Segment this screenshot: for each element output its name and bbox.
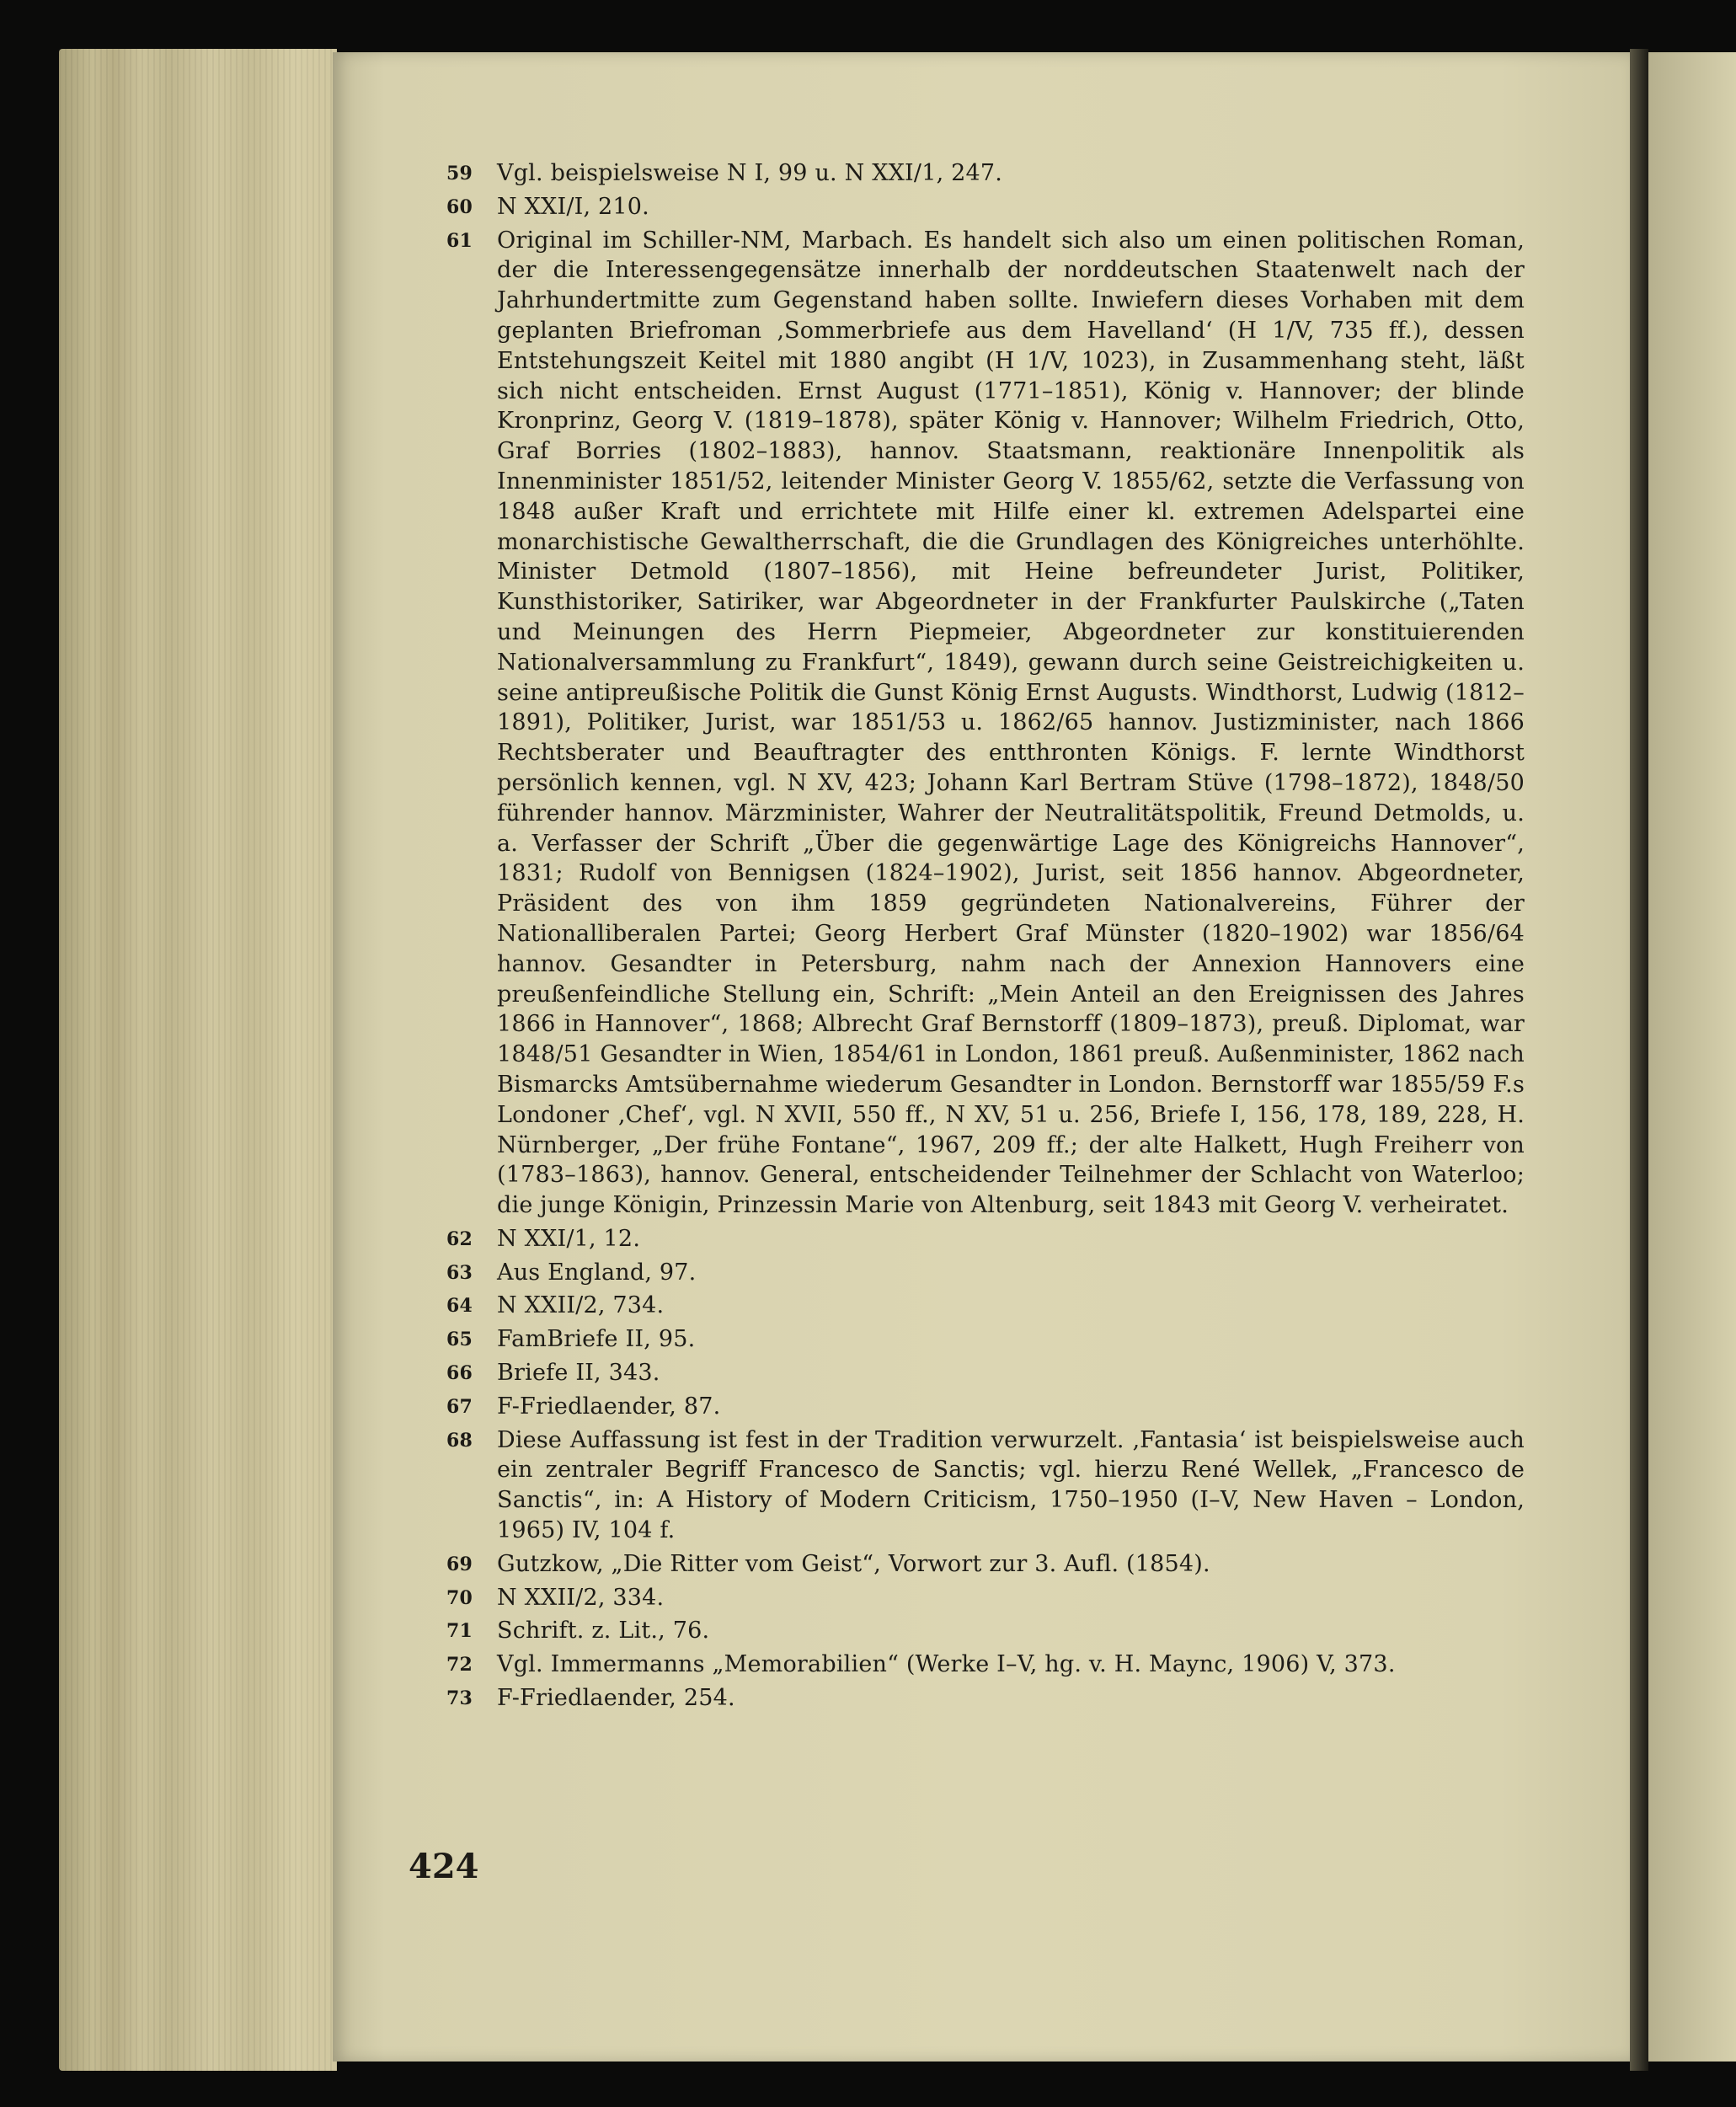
footnote-text: Briefe II, 343. [497, 1360, 660, 1387]
next-page-edge [1648, 52, 1736, 2062]
footnote [446, 1258, 1525, 1288]
footnote [446, 192, 1525, 222]
footnote-number: 68 [446, 1429, 473, 1452]
footnote-text: N XXI/1, 12. [497, 1225, 641, 1252]
footnote-text: N XXII/2, 734. [497, 1292, 665, 1319]
footnote [446, 1549, 1525, 1580]
footnote [446, 1324, 1525, 1355]
footnote-text: Diese Auffassung ist fest in der Tradition verwurzelt. ‚Fantasia‘ ist beispielsweise auch ein zentraler Begriff Francesco de Sanctis; vgl. hierzu René Wellek, „Francesco de Sanctis“, in: A History of Modern Criticism, 1750–1950 (I–V, New Haven – London, 1965) IV, 104 f. [497, 1426, 1525, 1544]
footnote-text: FamBriefe II, 95. [497, 1326, 696, 1353]
footnote-text: F-Friedlaender, 254. [497, 1685, 735, 1712]
footnote-number: 73 [446, 1687, 473, 1710]
footnote [446, 1392, 1525, 1422]
footnote-number: 69 [446, 1553, 473, 1575]
footnote-number: 61 [446, 229, 473, 252]
footnote-list [446, 158, 1525, 1714]
footnote-number: 67 [446, 1395, 473, 1418]
footnote-text: N XXII/2, 334. [497, 1584, 665, 1611]
footnote-text: Gutzkow, „Die Ritter vom Geist“, Vorwort zur 3. Aufl. (1854). [497, 1550, 1210, 1577]
footnote-number: 59 [446, 163, 473, 184]
footnote-number: 60 [446, 195, 473, 218]
footnote-text: Aus England, 97. [497, 1259, 697, 1286]
footnote-text: Vgl. Immermanns „Memorabilien“ (Werke I–V, hg. v. H. Maync, 1906) V, 373. [497, 1651, 1396, 1678]
footnote [446, 1683, 1525, 1714]
footnote [446, 1616, 1525, 1646]
footnote-text: Vgl. beispielsweise N I, 99 u. N XXI/1, 247. [497, 160, 1003, 186]
footnote-text: N XXI/I, 210. [497, 193, 649, 220]
footnote-text: Schrift. z. Lit., 76. [497, 1618, 710, 1644]
footnote [446, 226, 1525, 1221]
page-number: 424 [409, 1847, 479, 1886]
footnote [446, 158, 1525, 189]
footnote [446, 1583, 1525, 1613]
footnote-number: 66 [446, 1362, 473, 1385]
footnote [446, 1358, 1525, 1388]
footnote [446, 1650, 1525, 1680]
page-edges [59, 49, 337, 2071]
footnote-number: 63 [446, 1261, 473, 1284]
footnote [446, 1425, 1525, 1546]
footnote-number: 71 [446, 1620, 473, 1643]
footnote-number: 70 [446, 1586, 473, 1609]
footnote-number: 65 [446, 1329, 473, 1351]
footnote-number: 62 [446, 1227, 473, 1250]
footnote-text: F-Friedlaender, 87. [497, 1393, 721, 1420]
footnote-number: 64 [446, 1295, 473, 1318]
book-gutter [1630, 49, 1648, 2071]
footnote-text: Original im Schiller-NM, Marbach. Es handelt sich also um einen politischen Roman, der die Interessengegensätze innerhalb der norddeutschen Staatenwelt nach der Jahrhundertmitte zum Gegenstand haben sollte. Inwiefern dieses Vorhaben mit dem geplanten Briefroman ‚Sommerbriefe aus dem Havelland‘ (H 1/V, 735 ff.), dessen Entstehungszeit Keitel mit 1880 angibt (H 1/V, 1023), in Zusammenhang steht, läßt sich nicht entscheiden. Ernst August (1771–1851), König v. Hannover; der blinde Kronprinz, Georg V. (1819–1878), später König v. Hannover; Wilhelm Friedrich, Otto, Graf Borries (1802–1883), hannov. Staatsmann, reaktionäre Innenpolitik als Innenminister 1851/52, leitender Minister Georg V. 1855/62, setzte die Verfassung von 1848 außer Kraft und errichtete mit Hilfe einer kl. extremen Adelspartei eine monarchistische Gewaltherrschaft, die die Grundlagen des Königreiches unterhöhlte. Minister Detmold (1807–1856), mit Heine befreundeter Jurist, Politiker, Kunsthistoriker, Satiriker, war Abgeordneter in der Frankfurter Paulskirche („Taten und Meinungen des Herrn Piepmeier, Abgeordneter zur konstituierenden Nationalversammlung zu Frankfurt“, 1849), gewann durch seine Geistreichigkeiten u. seine antipreußische Politik die Gunst König Ernst Augusts. Windthorst, Ludwig (1812–1891), Politiker, Jurist, war 1851/53 u. 1862/65 hannov. Justizminister, nach 1866 Rechtsberater und Beauftragter des entthronten Königs. F. lernte Windthorst persönlich kennen, vgl. N XV, 423; Johann Karl Bertram Stüve (1798–1872), 1848/50 führender hannov. Märzminister, Wahrer der Neutralitätspolitik, Freund Detmolds, u. a. Verfasser der Schrift „Über die gegenwärtige Lage des Königreichs Hannover“, 1831; Rudolf von Bennigsen (1824–1902), Jurist, seit 1856 hannov. Abgeordneter, Präsident des von ihm 1859 gegründeten Nationalvereins, Führer der Nationalliberalen Partei; Georg Herbert Graf Münster (1820–1902) war 1856/64 hannov. Gesandter in Petersburg, nahm nach der Annexion Hannovers eine preußenfeindliche Stellung ein, Schrift: „Mein Anteil an den Ereignissen des Jahres 1866 in Hannover“, 1868; Albrecht Graf Bernstorff (1809–1873), preuß. Diplomat, war 1848/51 Gesandter in Wien, 1854/61 in London, 1861 preuß. Außenminister, 1862 nach Bismarcks Amtsübernahme wiederum Gesandter in London. Bernstorff war 1855/59 F.s Londoner ‚Chef‘, vgl. N XVII, 550 ff., N XV, 51 u. 256, Briefe I, 156, 178, 189, 228, H. Nürnberger, „Der frühe Fontane“, 1967, 209 ff.; der alte Halkett, Hugh Freiherr von (1783–1863), hannov. General, entscheidender Teilnehmer der Schlacht von Waterloo; die junge Königin, Prinzessin Marie von Altenburg, seit 1843 mit Georg V. verheiratet. [497, 227, 1525, 1219]
footnote-number: 72 [446, 1654, 473, 1677]
footnote [446, 1291, 1525, 1321]
footnote [446, 1224, 1525, 1254]
